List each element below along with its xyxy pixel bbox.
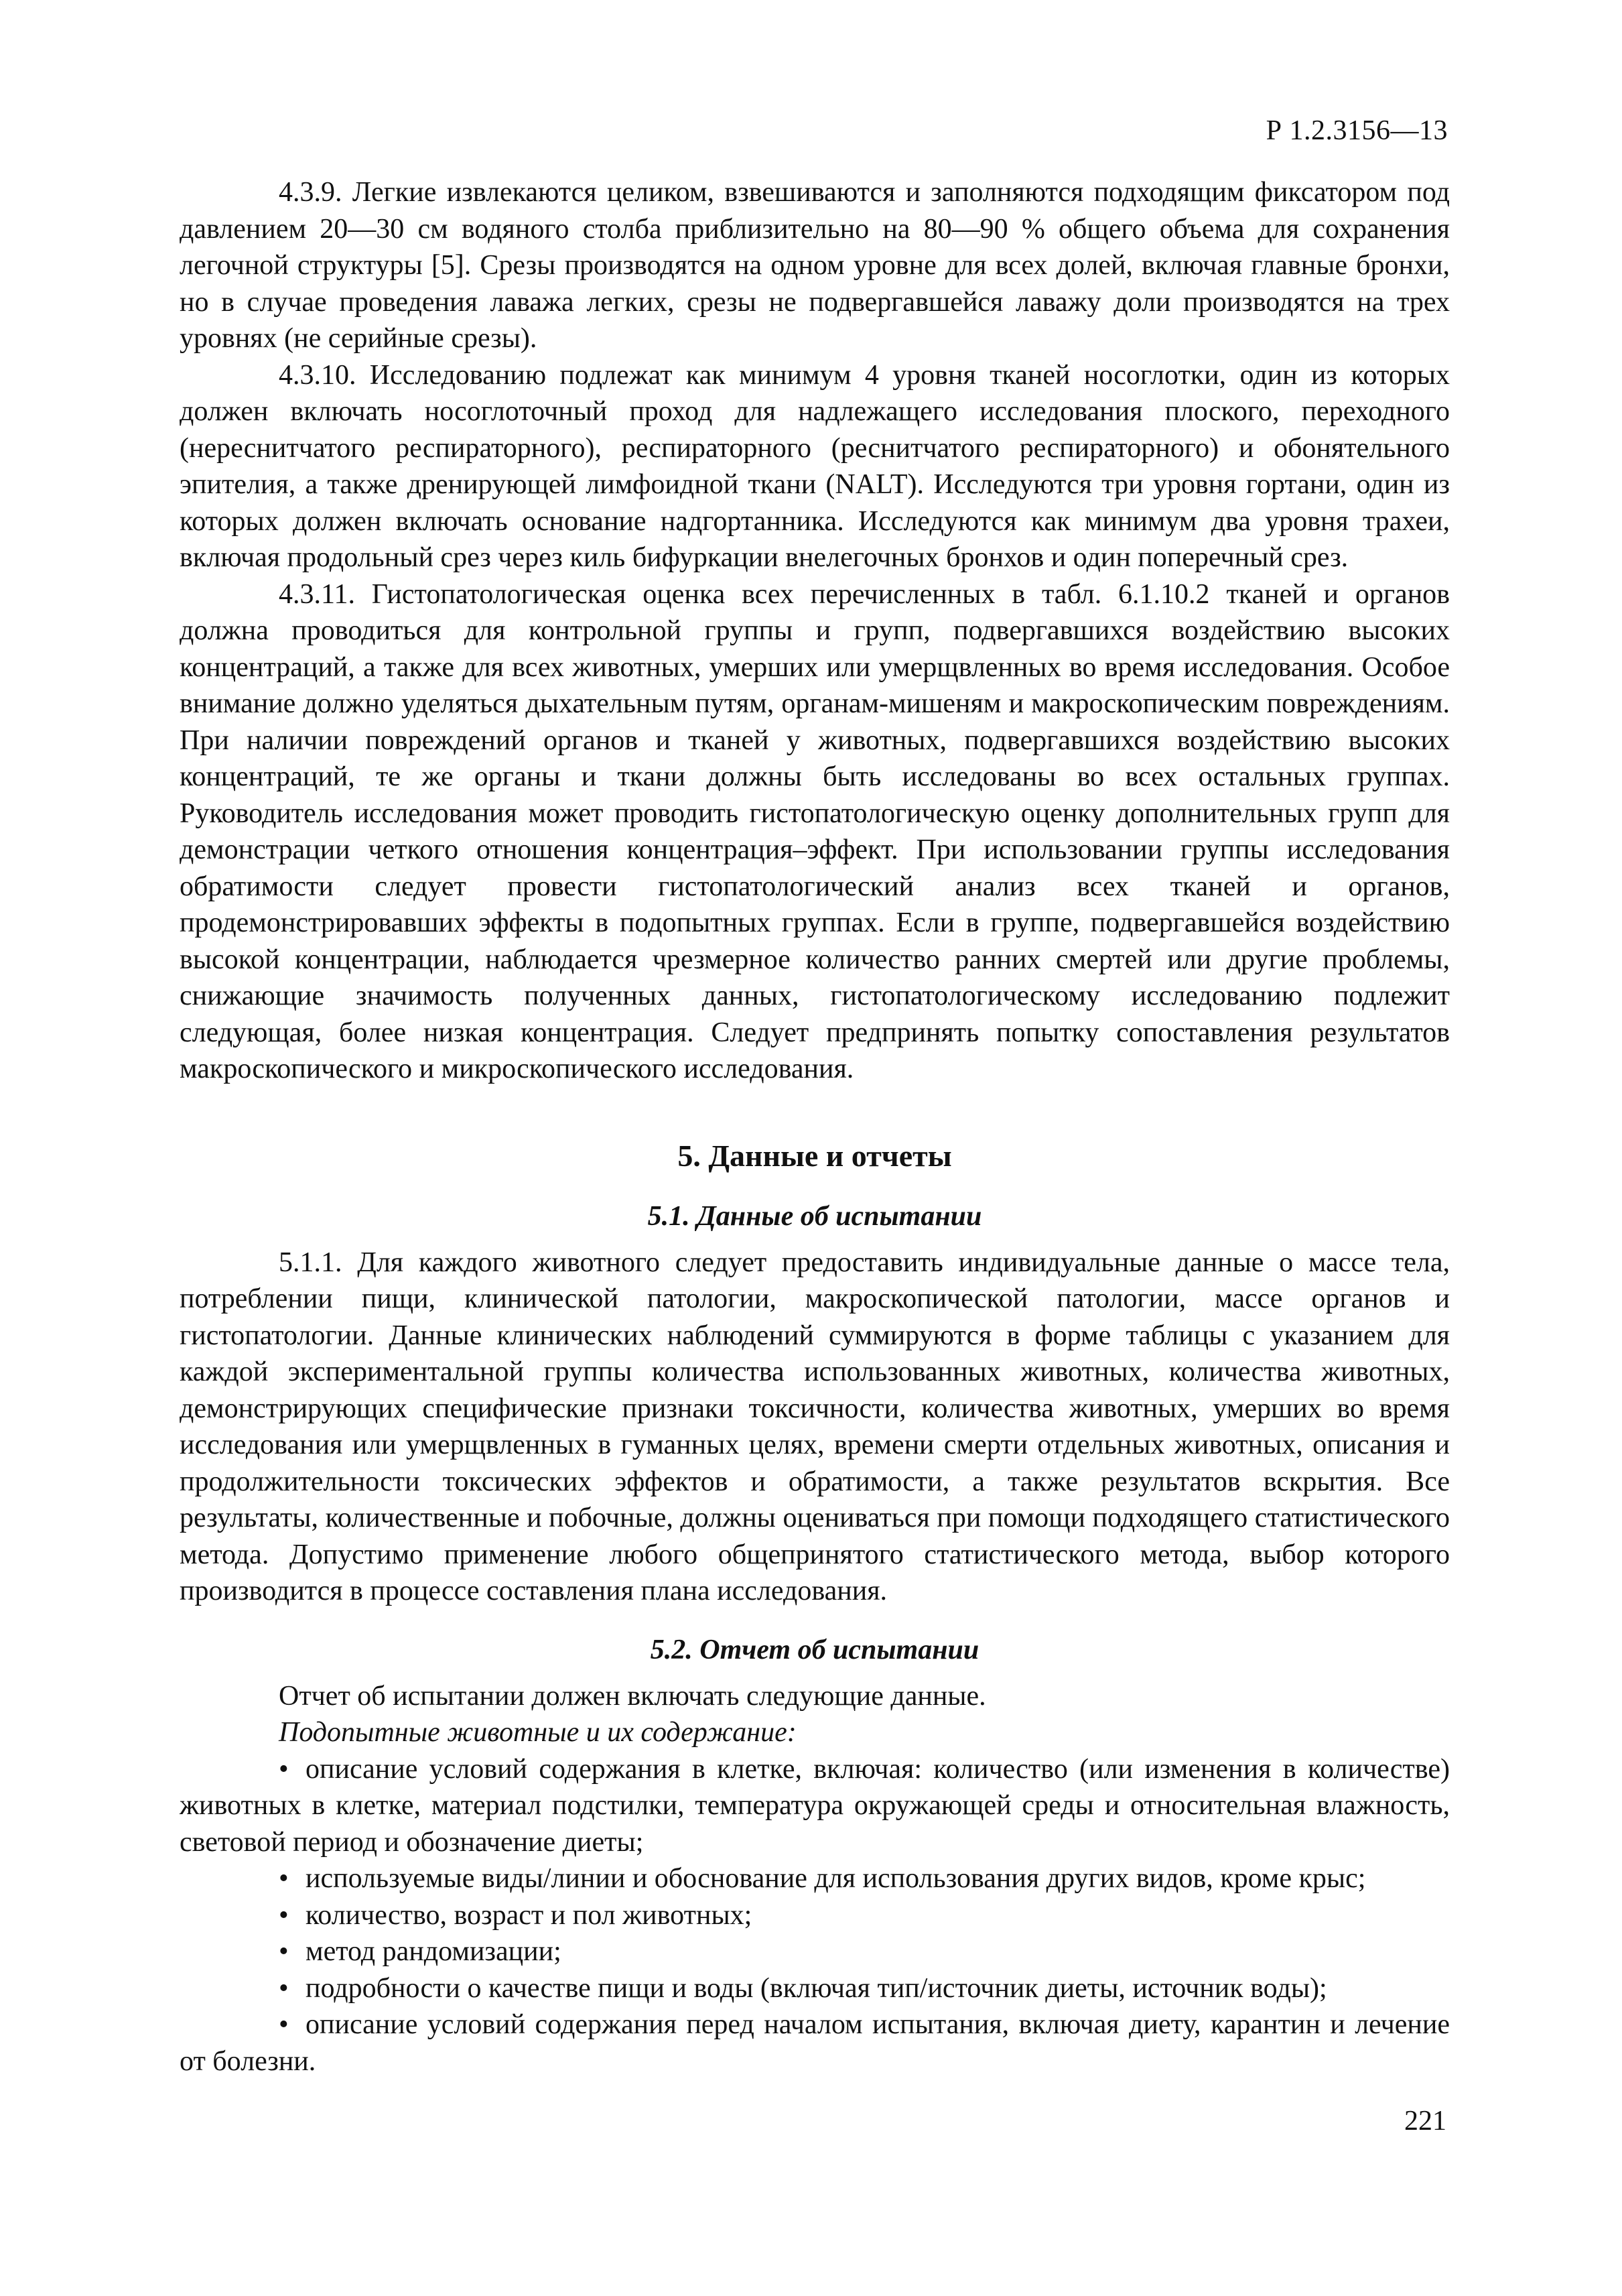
- list-item-text: описание условий содержания перед началом испытания, включая диету, карантин и лечение от болезни.: [180, 2009, 1450, 2077]
- list-item-text: количество, возраст и пол животных;: [306, 1899, 752, 1931]
- list-item: [180, 1751, 1450, 1861]
- subsection-title-test-report: 5.2. Отчет об испытании: [650, 1634, 979, 1665]
- list-item: [180, 2006, 1450, 2080]
- document-code: Р 1.2.3156—13: [1266, 115, 1448, 146]
- bullet-icon: •: [279, 1936, 289, 1967]
- report-bullet-list: [180, 1751, 1450, 2080]
- list-item: [180, 1933, 1450, 1970]
- list-item-text: описание условий содержания в клетке, включая: количество (или изменения в количестве) животных в клетке, материал подстилки, температура окружающей среды и относительная влажность, световой период и обозначение диеты;: [180, 1753, 1450, 1858]
- list-item-text: метод рандомизации;: [306, 1936, 561, 1967]
- list-item-text: подробности о качестве пищи и воды (включая тип/источник диеты, источник воды);: [306, 1972, 1327, 2004]
- paragraph-5-1-1: 5.1.1. Для каждого животного следует предоставить индивидуальные данные о массе тела, потреблении пищи, клинической патологии, макроскопической патологии, массе органов и гистопатологии. Данные клинических наблюдений суммируются в форме таблицы с указанием для каждой экспериментальной группы количества использованных животных, количества животных, демонстрирующих специфические признаки токсичности, количества животных, умерших во время исследования или умерщвленных в гуманных целях, времени смерти отдельных животных, описания и продолжительности токсических эффектов и обратимости, а также результатов вскрытия. Все результаты, количественные и побочные, должны оцениваться при помощи подходящего статистического метода. Допустимо применение любого общепринятого статистического метода, выбор которого производится в процессе составления плана исследования.: [180, 1247, 1450, 1606]
- bullet-icon: •: [279, 1972, 289, 2004]
- bullet-icon: •: [279, 1899, 289, 1931]
- page-number: 221: [1404, 2106, 1446, 2136]
- page-content: [180, 174, 1450, 2080]
- paragraph-4-3-9: 4.3.9. Легкие извлекаются целиком, взвешиваются и заполняются подходящим фиксатором под давлением 20—30 см водяного столба приблизительно на 80—90 % общего объема для сохранения легочной структуры [5]. Срезы производятся на одном уровне для всех долей, включая главные бронхи, но в случае проведения лаважа легких, срезы не подвергавшейся лаважу доли производятся на трех уровнях (не серийные срезы).: [180, 177, 1450, 354]
- paragraph-4-3-10: 4.3.10. Исследованию подлежат как минимум 4 уровня тканей носоглотки, один из которых должен включать носоглоточный проход для надлежащего исследования плоского, переходного (нереснитчатого респираторного), респираторного (реснитчатого респираторного) и обонятельного эпителия, а также дренирующей лимфоидной ткани (NALT). Исследуются три уровня гортани, один из которых должен включать основание надгортанника. Исследуются как минимум два уровня трахеи, включая продольный срез через киль бифуркации внелегочных бронхов и один поперечный срез.: [180, 359, 1450, 573]
- list-item: [180, 1897, 1450, 1934]
- subsection-title-test-data: 5.1. Данные об испытании: [647, 1200, 982, 1232]
- paragraph-4-3-11: 4.3.11. Гистопатологическая оценка всех перечисленных в табл. 6.1.10.2 тканей и органов должна проводиться для контрольной группы и групп, подвергавшихся воздействию высоких концентраций, а также для всех животных, умерших или умерщвленных во время исследования. Особое внимание должно уделяться дыхательным путям, органам-мишеням и макроскопическим повреждениям. При наличии повреждений органов и тканей у животных, подвергавшихся воздействию высоких концентраций, те же органы и ткани должны быть исследованы во всех остальных группах. Руководитель исследования может проводить гистопатологическую оценку дополнительных групп для демонстрации четкого отношения концентрация–эффект. При использовании группы исследования обратимости следует провести гистопатологический анализ всех тканей и органов, продемонстрировавших эффекты в подопытных группах. Если в группе, подвергавшейся воздействию высокой концентрации, наблюдается чрезмерное количество ранних смертей или другие проблемы, снижающие значимость полученных данных, гистопатологическому исследованию подлежит следующая, более низкая концентрация. Следует предпринять попытку сопоставления результатов макроскопического и микроскопического исследования.: [180, 578, 1450, 1084]
- list-item-text: используемые виды/линии и обоснование для использования других видов, кроме крыс;: [306, 1863, 1366, 1894]
- bullet-icon: •: [279, 1863, 289, 1894]
- report-intro: Отчет об испытании должен включать следующие данные.: [279, 1680, 986, 1712]
- bullet-icon: •: [279, 2009, 289, 2040]
- bullet-icon: •: [279, 1753, 289, 1785]
- report-subheading: Подопытные животные и их содержание:: [279, 1717, 797, 1748]
- section-title: 5. Данные и отчеты: [677, 1138, 952, 1173]
- list-item: [180, 1860, 1450, 1897]
- list-item: [180, 1970, 1450, 2007]
